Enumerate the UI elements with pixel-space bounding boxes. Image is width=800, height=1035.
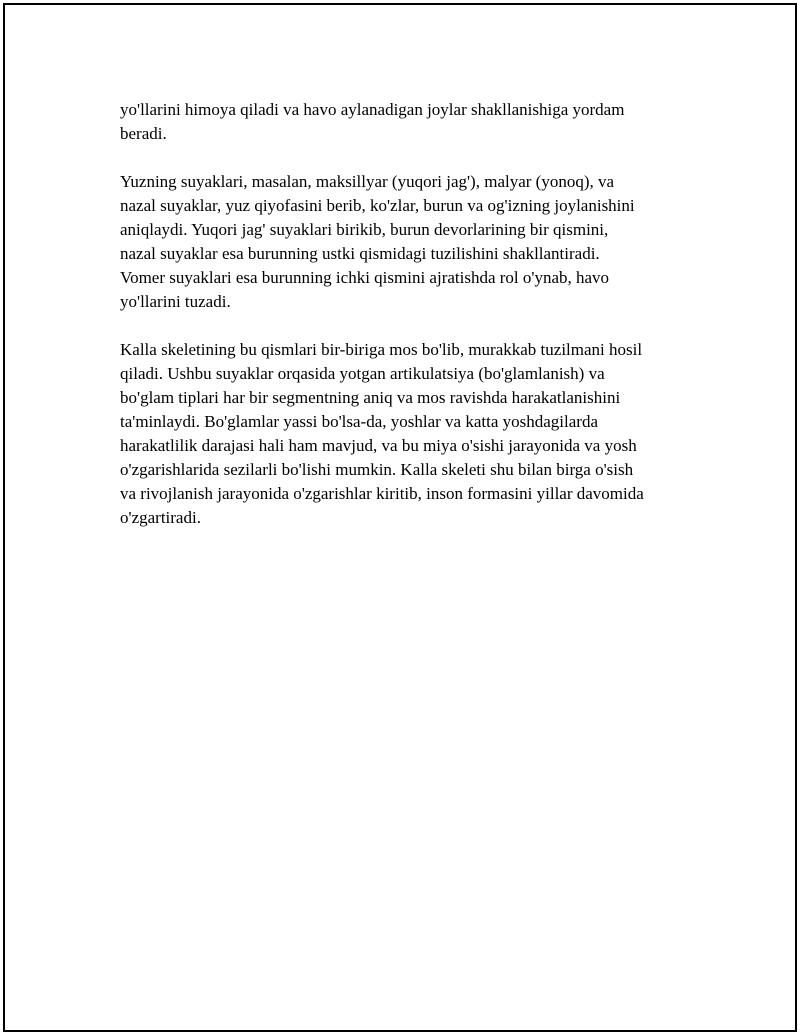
text-line: nazal suyaklar esa burunning ustki qismidagi tuzilishini shakllantiradi.	[120, 244, 600, 263]
text-line: Kalla skeletining bu qismlari bir-biriga mos bo'lib, murakkab tuzilmani hosil	[120, 340, 643, 359]
text-line: nazal suyaklar, yuz qiyofasini berib, ko'zlar, burun va og'izning joylanishini	[120, 196, 635, 215]
paragraph-1	[120, 98, 700, 146]
text-line: o'zgartiradi.	[120, 508, 201, 527]
document-body	[120, 98, 700, 554]
text-line: va rivojlanish jarayonida o'zgarishlar kiritib, inson formasini yillar davomida	[120, 484, 644, 503]
text-line: Vomer suyaklari esa burunning ichki qismini ajratishda rol o'ynab, havo	[120, 268, 610, 287]
text-line: beradi.	[120, 124, 167, 143]
text-line: qiladi. Ushbu suyaklar orqasida yotgan artikulatsiya (bo'glamlanish) va	[120, 364, 605, 383]
text-line: harakatlilik darajasi hali ham mavjud, va bu miya o'sishi jarayonida va yosh	[120, 436, 637, 455]
text-line: yo'llarini himoya qiladi va havo aylanadigan joylar shakllanishiga yordam	[120, 100, 625, 119]
text-line: o'zgarishlarida sezilarli bo'lishi mumkin. Kalla skeleti shu bilan birga o'sish	[120, 460, 634, 479]
text-line: Yuzning suyaklari, masalan, maksillyar (yuqori jag'), malyar (yonoq), va	[120, 172, 615, 191]
text-line: yo'llarini tuzadi.	[120, 292, 231, 311]
text-line: ta'minlaydi. Bo'glamlar yassi bo'lsa-da, yoshlar va katta yoshdagilarda	[120, 412, 598, 431]
paragraph-3	[120, 338, 700, 530]
text-line: aniqlaydi. Yuqori jag' suyaklari birikib, burun devorlarining bir qismini,	[120, 220, 609, 239]
text-line: bo'glam tiplari har bir segmentning aniq va mos ravishda harakatlanishini	[120, 388, 621, 407]
paragraph-2	[120, 170, 700, 314]
page-frame	[3, 3, 797, 1032]
